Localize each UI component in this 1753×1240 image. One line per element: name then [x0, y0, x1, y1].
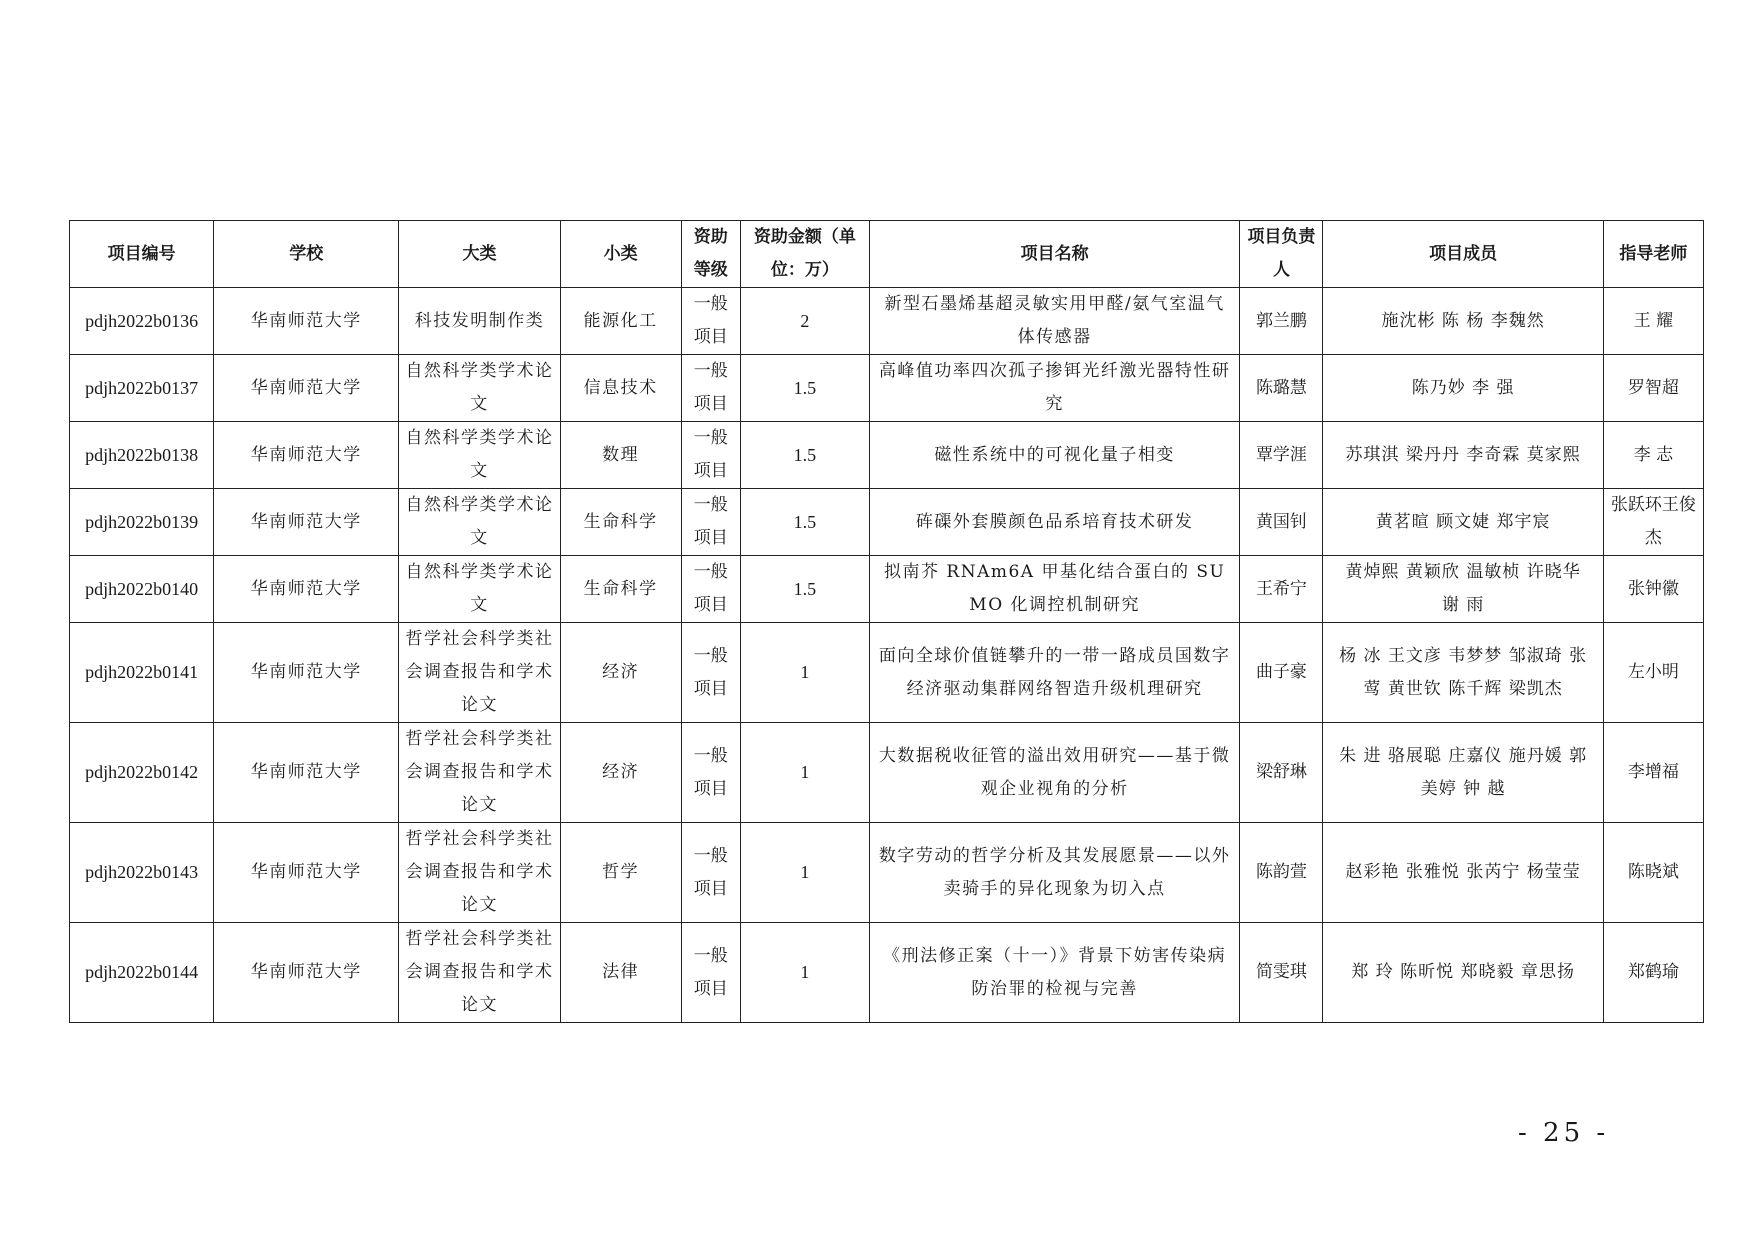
cell-school: 华南师范大学: [214, 723, 399, 823]
cell-subcategory: 哲学: [560, 823, 681, 923]
table-row: [70, 823, 1704, 923]
cell-advisor: 张跃环王俊杰: [1603, 489, 1703, 556]
cell-subcategory: 经济: [560, 623, 681, 723]
table-row: [70, 489, 1704, 556]
cell-advisor: 张钟徽: [1603, 556, 1703, 623]
cell-members: 朱 进 骆展聪 庄嘉仪 施丹媛 郭美婷 钟 越: [1323, 723, 1603, 823]
cell-subcategory: 数理: [560, 422, 681, 489]
cell-advisor: 李增福: [1603, 723, 1703, 823]
cell-category: 哲学社会科学类社会调查报告和学术论文: [399, 623, 560, 723]
cell-category: 自然科学类学术论文: [399, 355, 560, 422]
table-row: [70, 355, 1704, 422]
header-cell-id: 项目编号: [70, 221, 214, 288]
cell-title: 磁性系统中的可视化量子相变: [869, 422, 1239, 489]
cell-id: pdjh2022b0142: [70, 723, 214, 823]
cell-leader: 陈韵萱: [1240, 823, 1323, 923]
cell-amount: 1: [740, 923, 869, 1023]
table-row: [70, 556, 1704, 623]
cell-leader: 黄国钊: [1240, 489, 1323, 556]
cell-category: 哲学社会科学类社会调查报告和学术论文: [399, 723, 560, 823]
cell-leader: 曲子豪: [1240, 623, 1323, 723]
page-number: - 25 -: [1518, 1118, 1610, 1148]
header-cell-advisor: 指导老师: [1603, 221, 1703, 288]
cell-id: pdjh2022b0138: [70, 422, 214, 489]
cell-id: pdjh2022b0144: [70, 923, 214, 1023]
cell-title: 新型石墨烯基超灵敏实用甲醛/氨气室温气体传感器: [869, 288, 1239, 355]
cell-leader: 覃学涯: [1240, 422, 1323, 489]
cell-advisor: 左小明: [1603, 623, 1703, 723]
cell-id: pdjh2022b0140: [70, 556, 214, 623]
cell-subcategory: 法律: [560, 923, 681, 1023]
cell-title: 面向全球价值链攀升的一带一路成员国数字经济驱动集群网络智造升级机理研究: [869, 623, 1239, 723]
cell-school: 华南师范大学: [214, 623, 399, 723]
cell-advisor: 郑鹤瑜: [1603, 923, 1703, 1023]
table-row: [70, 422, 1704, 489]
cell-subcategory: 生命科学: [560, 489, 681, 556]
cell-school: 华南师范大学: [214, 556, 399, 623]
cell-level: 一般项目: [681, 422, 740, 489]
cell-level: 一般项目: [681, 288, 740, 355]
cell-school: 华南师范大学: [214, 288, 399, 355]
cell-leader: 王希宁: [1240, 556, 1323, 623]
header-cell-amount: 资助金额（单位：万）: [740, 221, 869, 288]
cell-title: 高峰值功率四次孤子掺铒光纤激光器特性研究: [869, 355, 1239, 422]
table-header: [70, 221, 1704, 288]
cell-level: 一般项目: [681, 489, 740, 556]
project-table: [69, 220, 1704, 1023]
cell-subcategory: 经济: [560, 723, 681, 823]
cell-amount: 1.5: [740, 489, 869, 556]
header-cell-school: 学校: [214, 221, 399, 288]
cell-school: 华南师范大学: [214, 489, 399, 556]
cell-leader: 简雯琪: [1240, 923, 1323, 1023]
cell-title: 数字劳动的哲学分析及其发展愿景——以外卖骑手的异化现象为切入点: [869, 823, 1239, 923]
cell-category: 自然科学类学术论文: [399, 422, 560, 489]
cell-level: 一般项目: [681, 723, 740, 823]
cell-school: 华南师范大学: [214, 355, 399, 422]
table-row: [70, 723, 1704, 823]
cell-subcategory: 生命科学: [560, 556, 681, 623]
cell-advisor: 李 志: [1603, 422, 1703, 489]
cell-id: pdjh2022b0137: [70, 355, 214, 422]
cell-members: 黄焯熙 黄颖欣 温敏桢 许晓华 谢 雨: [1323, 556, 1603, 623]
cell-leader: 陈璐慧: [1240, 355, 1323, 422]
cell-advisor: 罗智超: [1603, 355, 1703, 422]
cell-members: 黄茗暄 顾文婕 郑宇宸: [1323, 489, 1603, 556]
cell-amount: 1.5: [740, 556, 869, 623]
cell-amount: 1: [740, 723, 869, 823]
cell-level: 一般项目: [681, 923, 740, 1023]
cell-id: pdjh2022b0143: [70, 823, 214, 923]
header-cell-members: 项目成员: [1323, 221, 1603, 288]
cell-category: 自然科学类学术论文: [399, 489, 560, 556]
cell-advisor: 陈晓斌: [1603, 823, 1703, 923]
cell-school: 华南师范大学: [214, 823, 399, 923]
cell-members: 苏琪淇 梁丹丹 李奇霖 莫家熙: [1323, 422, 1603, 489]
cell-category: 哲学社会科学类社会调查报告和学术论文: [399, 923, 560, 1023]
table-row: [70, 288, 1704, 355]
cell-subcategory: 信息技术: [560, 355, 681, 422]
table-row: [70, 923, 1704, 1023]
cell-level: 一般项目: [681, 623, 740, 723]
cell-leader: 郭兰鹏: [1240, 288, 1323, 355]
table-body: [70, 288, 1704, 1023]
header-cell-title: 项目名称: [869, 221, 1239, 288]
cell-title: 大数据税收征管的溢出效用研究——基于微观企业视角的分析: [869, 723, 1239, 823]
cell-title: 《刑法修正案（十一）》背景下妨害传染病防治罪的检视与完善: [869, 923, 1239, 1023]
cell-category: 哲学社会科学类社会调查报告和学术论文: [399, 823, 560, 923]
cell-amount: 2: [740, 288, 869, 355]
cell-category: 科技发明制作类: [399, 288, 560, 355]
cell-advisor: 王 耀: [1603, 288, 1703, 355]
cell-members: 赵彩艳 张雅悦 张芮宁 杨莹莹: [1323, 823, 1603, 923]
table-row: [70, 623, 1704, 723]
cell-id: pdjh2022b0139: [70, 489, 214, 556]
cell-level: 一般项目: [681, 355, 740, 422]
cell-members: 施沈彬 陈 杨 李魏然: [1323, 288, 1603, 355]
cell-amount: 1.5: [740, 422, 869, 489]
cell-leader: 梁舒琳: [1240, 723, 1323, 823]
header-cell-level: 资助等级: [681, 221, 740, 288]
cell-school: 华南师范大学: [214, 923, 399, 1023]
cell-title: 砗磲外套膜颜色品系培育技术研发: [869, 489, 1239, 556]
header-cell-subcategory: 小类: [560, 221, 681, 288]
cell-level: 一般项目: [681, 823, 740, 923]
cell-subcategory: 能源化工: [560, 288, 681, 355]
cell-members: 杨 冰 王文彦 韦梦梦 邹淑琦 张 莺 黄世钦 陈千辉 梁凯杰: [1323, 623, 1603, 723]
header-cell-category: 大类: [399, 221, 560, 288]
cell-id: pdjh2022b0136: [70, 288, 214, 355]
cell-level: 一般项目: [681, 556, 740, 623]
cell-title: 拟南芥 RNAm6A 甲基化结合蛋白的 SUMO 化调控机制研究: [869, 556, 1239, 623]
cell-amount: 1: [740, 823, 869, 923]
cell-members: 陈乃妙 李 强: [1323, 355, 1603, 422]
header-cell-leader: 项目负责人: [1240, 221, 1323, 288]
cell-amount: 1.5: [740, 355, 869, 422]
cell-members: 郑 玲 陈昕悦 郑晓毅 章思扬: [1323, 923, 1603, 1023]
cell-id: pdjh2022b0141: [70, 623, 214, 723]
cell-school: 华南师范大学: [214, 422, 399, 489]
cell-amount: 1: [740, 623, 869, 723]
cell-category: 自然科学类学术论文: [399, 556, 560, 623]
